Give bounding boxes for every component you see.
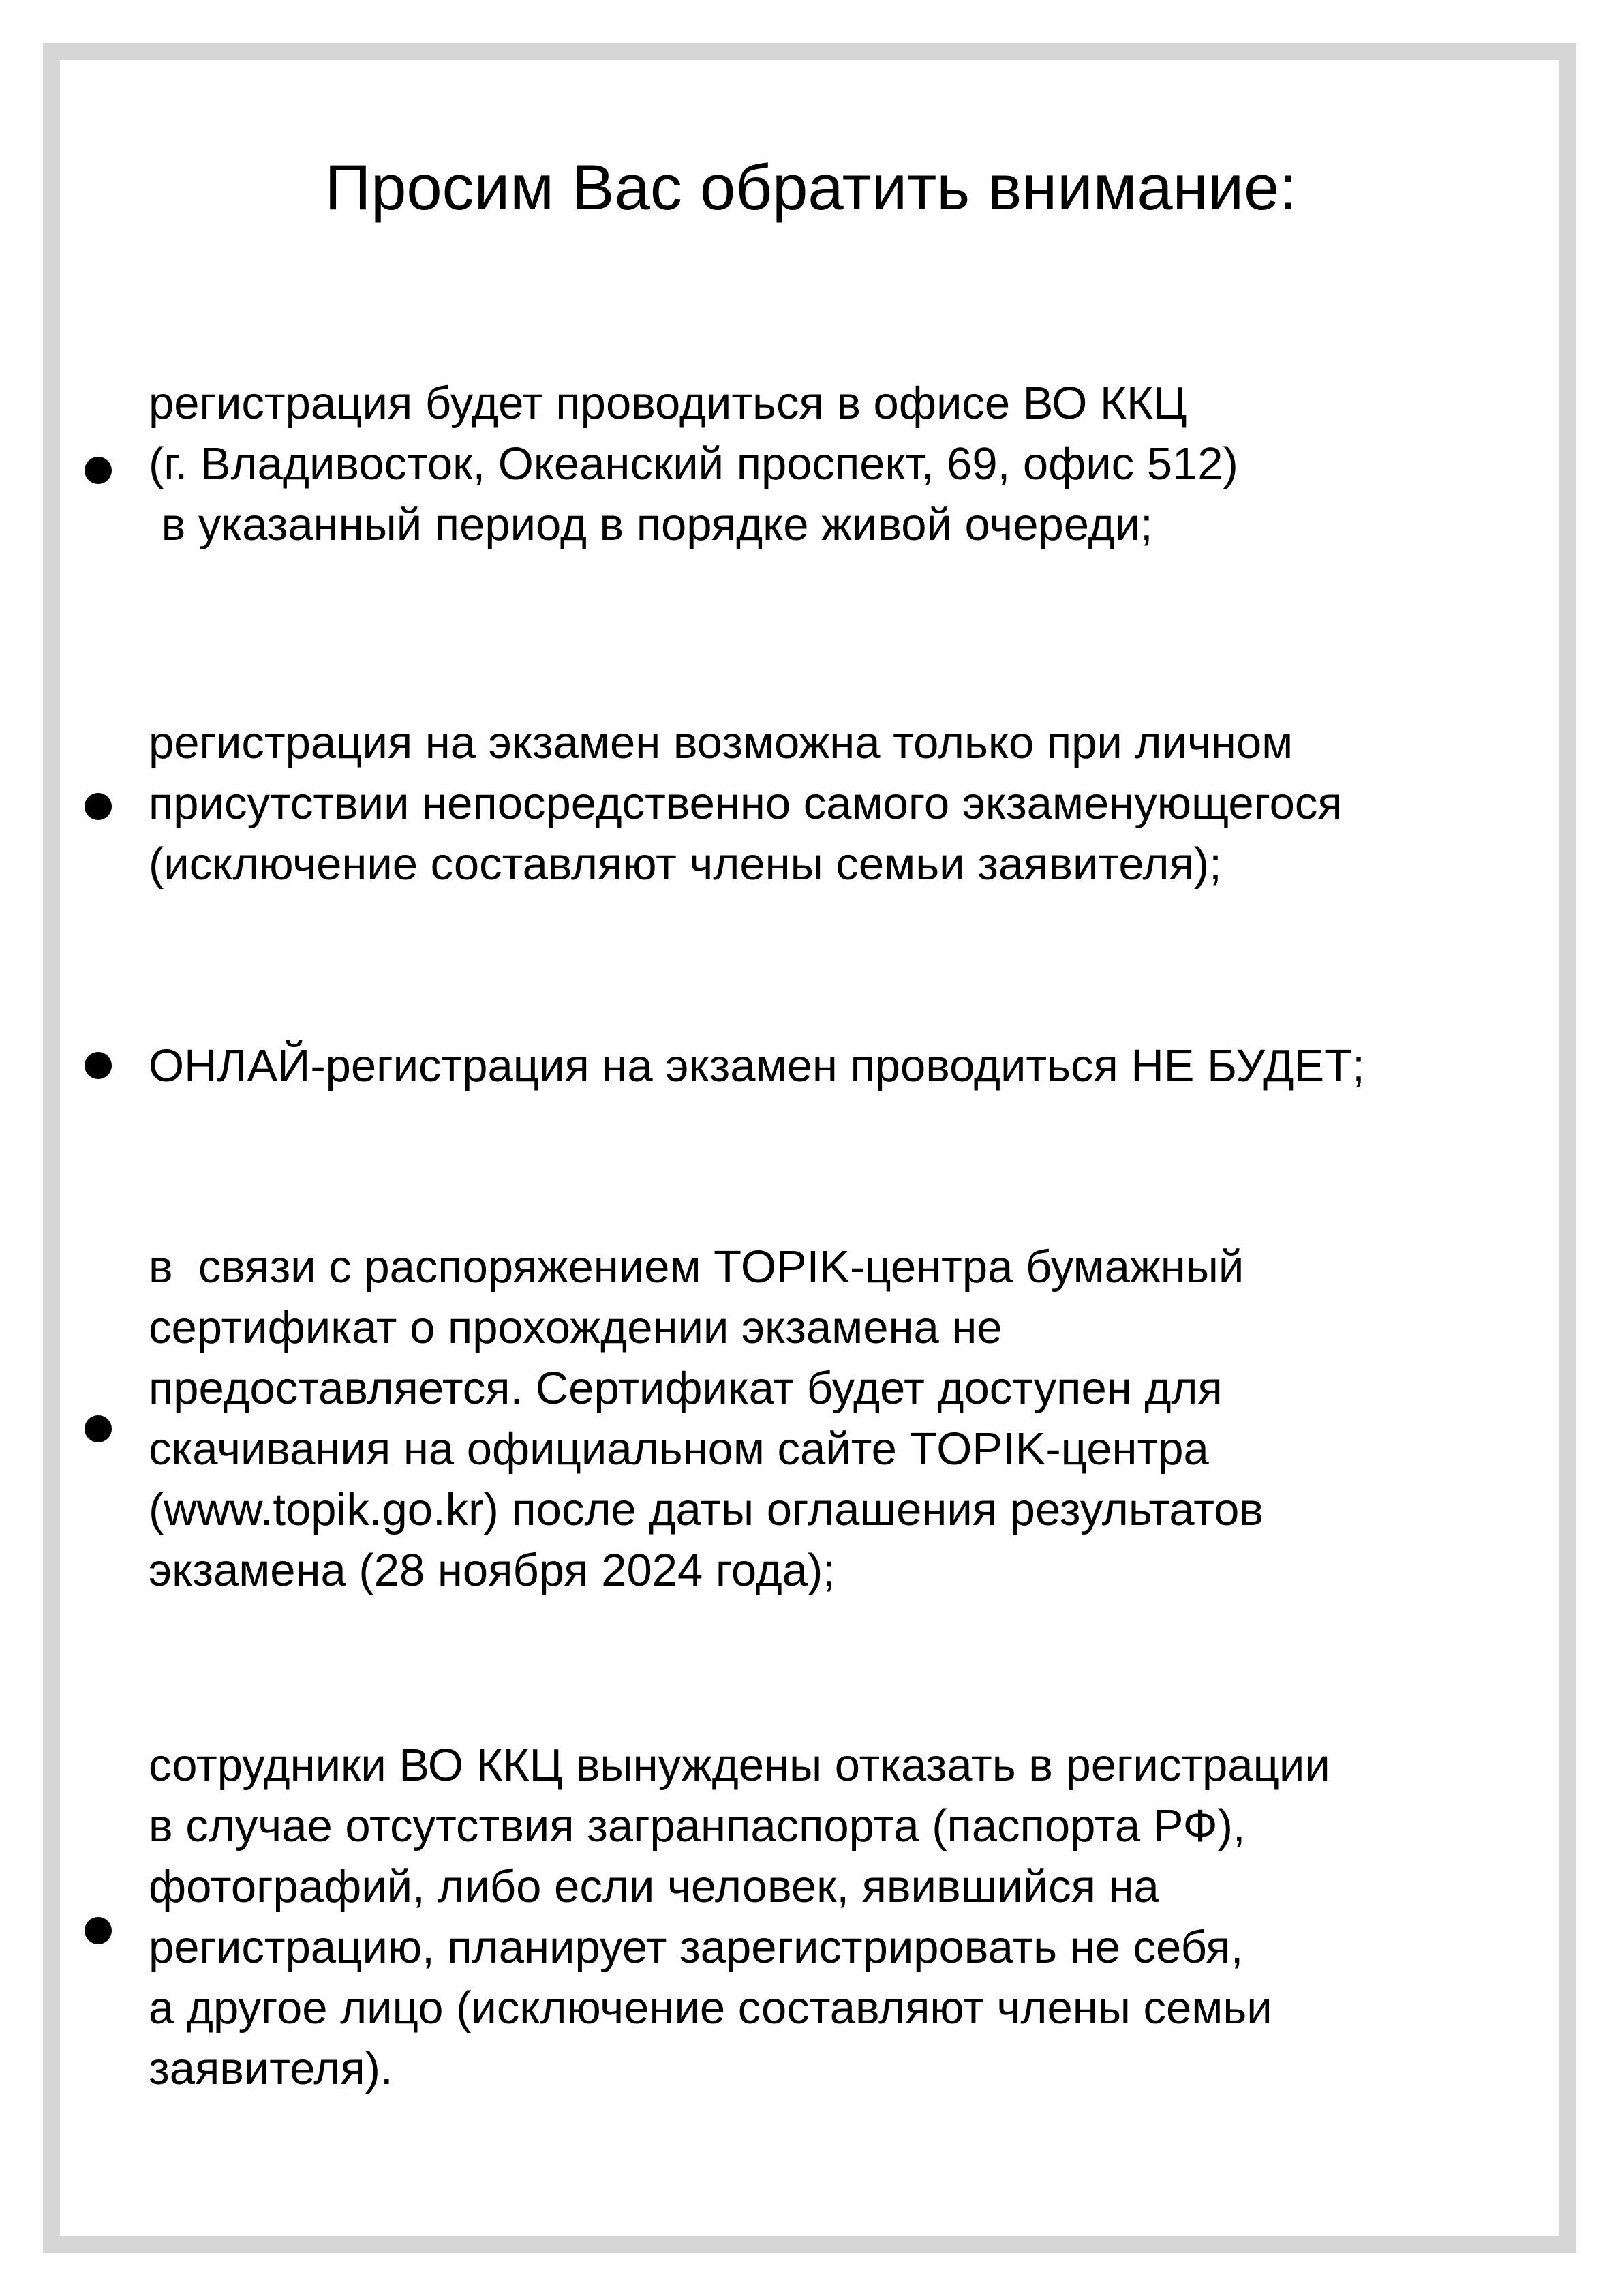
bullet-icon bbox=[85, 1052, 112, 1079]
bullet-icon bbox=[85, 1917, 112, 1944]
notice-text bbox=[149, 1237, 1566, 1601]
notice-line: сертификат о прохождении экзамена не bbox=[149, 1302, 1003, 1353]
bullet-icon bbox=[85, 1415, 112, 1442]
notice-line: экзамена (28 ноября 2024 года); bbox=[149, 1545, 836, 1596]
notice-line: регистрацию, планирует зарегистрировать не себя, bbox=[149, 1922, 1244, 1973]
notice-line: (www.topik.go.kr) после даты оглашения результатов bbox=[149, 1484, 1264, 1535]
notice-line: присутствии непосредственно самого экзаменующегося bbox=[149, 778, 1343, 829]
notice-line: ОНЛАЙ-регистрация на экзамен проводиться НЕ БУДЕТ; bbox=[149, 1040, 1365, 1091]
notice-line: предоставляется. Сертификат будет доступен для bbox=[149, 1363, 1223, 1414]
notice-line: фотографий, либо если человек, явившийся на bbox=[149, 1861, 1159, 1912]
notice-line: регистрация на экзамен возможна только при личном bbox=[149, 717, 1294, 768]
notice-line: в случае отсутствия загранпаспорта (паспорта РФ), bbox=[149, 1800, 1246, 1852]
notice-line: (исключение составляют члены семьи заявителя); bbox=[149, 839, 1222, 890]
notice-line: заявителя). bbox=[149, 2043, 393, 2094]
notice-text bbox=[149, 1735, 1566, 2099]
notice-line: в указанный период в порядке живой очереди; bbox=[149, 499, 1153, 550]
bullet-icon bbox=[85, 793, 112, 820]
notice-line: в связи с распоряжением TOPIK-центра бумажный bbox=[149, 1241, 1244, 1293]
notice-text bbox=[149, 1036, 1566, 1096]
notice-line: скачивания на официальном сайте TOPIK-центра bbox=[149, 1423, 1209, 1475]
bullet-icon bbox=[85, 457, 112, 484]
page-title: Просим Вас обратить внимание: bbox=[324, 151, 1298, 223]
notice-line: а другое лицо (исключение составляют члены семьи bbox=[149, 1982, 1272, 2034]
notice-text bbox=[149, 712, 1566, 894]
notice-line: (г. Владивосток, Океанский проспект, 69, офис 512) bbox=[149, 438, 1238, 489]
notice-line: сотрудники ВО ККЦ вынуждены отказать в регистрации bbox=[149, 1740, 1330, 1791]
notice-text bbox=[149, 373, 1566, 555]
notice-line: регистрация будет проводиться в офисе ВО ККЦ bbox=[149, 378, 1187, 429]
